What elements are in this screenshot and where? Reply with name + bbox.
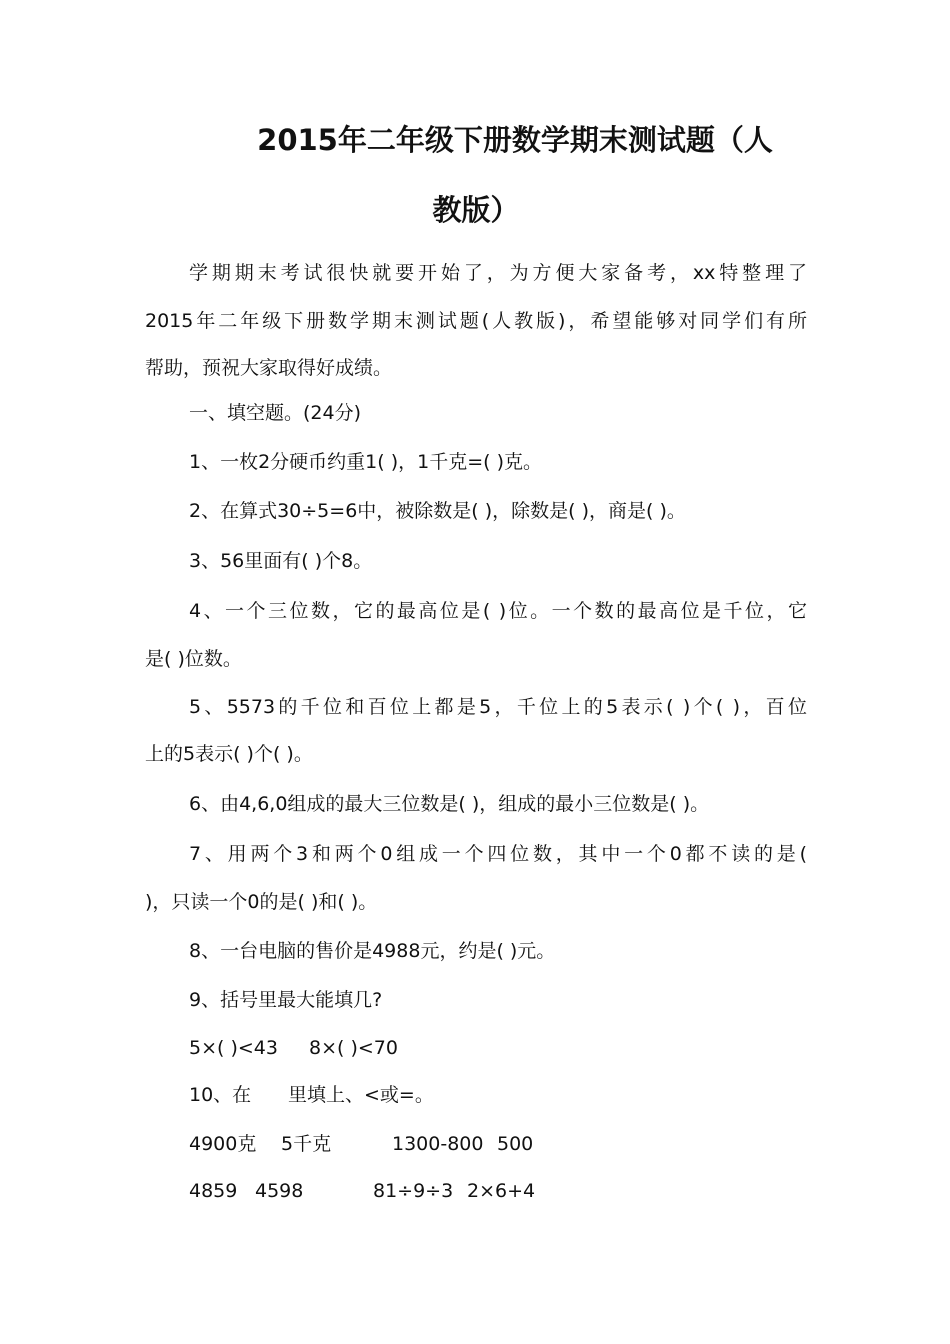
question-4-line-2: 是( )位数。 bbox=[145, 648, 242, 670]
compare-row-1-a: 4900克 bbox=[189, 1133, 257, 1155]
compare-row-2-b: 4598 bbox=[255, 1180, 304, 1202]
question-5-line-1: 5、5573的千位和百位上都是5，千位上的5表示( )个( )，百位 bbox=[189, 696, 807, 718]
question-1: 1、一枚2分硬币约重1( )，1千克=( )克。 bbox=[189, 451, 543, 473]
document-title-line-2: 教版） bbox=[432, 193, 520, 227]
question-8: 8、一台电脑的售价是4988元，约是( )元。 bbox=[189, 940, 556, 962]
question-4-line-1: 4、一个三位数，它的最高位是( )位。一个数的最高位是千位，它 bbox=[189, 600, 807, 622]
compare-row-1-c: 1300-800 bbox=[392, 1133, 484, 1155]
compare-row-2-a: 4859 bbox=[189, 1180, 238, 1202]
question-10-prefix: 10、在 bbox=[189, 1084, 252, 1106]
question-5-line-2: 上的5表示( )个( )。 bbox=[145, 743, 313, 765]
question-6: 6、由4,6,0组成的最大三位数是( )，组成的最小三位数是( )。 bbox=[189, 793, 710, 815]
intro-line-3: 帮助，预祝大家取得好成绩。 bbox=[145, 357, 393, 379]
question-3: 3、56里面有( )个8。 bbox=[189, 550, 373, 572]
question-9: 9、括号里最大能填几? bbox=[189, 989, 383, 1011]
question-9-item-b: 8×( )<70 bbox=[309, 1037, 398, 1059]
question-7-line-1: 7、用两个3和两个0组成一个四位数，其中一个0都不读的是( bbox=[189, 843, 807, 865]
question-10-suffix: 里填上、<或=。 bbox=[288, 1084, 434, 1106]
compare-row-2-d: 2×6+4 bbox=[467, 1180, 536, 1202]
intro-line-1: 学期期末考试很快就要开始了，为方便大家备考，xx特整理了 bbox=[189, 262, 807, 284]
section-heading: 一、填空题。(24分) bbox=[189, 402, 362, 424]
intro-line-2: 2015年二年级下册数学期末测试题(人教版)，希望能够对同学们有所 bbox=[145, 310, 807, 332]
compare-row-2-c: 81÷9÷3 bbox=[373, 1180, 454, 1202]
document-title-line-1: 2015年二年级下册数学期末测试题（人 bbox=[257, 123, 773, 157]
compare-row-1-b: 5千克 bbox=[281, 1133, 332, 1155]
question-9-item-a: 5×( )<43 bbox=[189, 1037, 278, 1059]
question-2: 2、在算式30÷5=6中，被除数是( )，除数是( )，商是( )。 bbox=[189, 500, 686, 522]
compare-row-1-d: 500 bbox=[497, 1133, 534, 1155]
question-7-line-2: )，只读一个0的是( )和( )。 bbox=[145, 891, 378, 913]
